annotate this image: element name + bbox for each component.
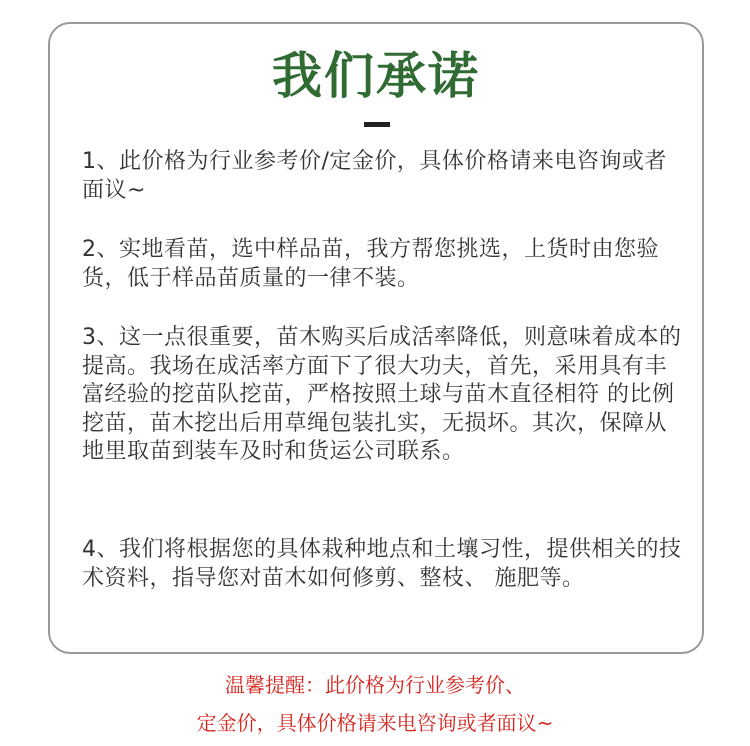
promise-item-1: 1、此价格为行业参考价/定金价，具体价格请来电咨询或者面议~ [82, 149, 667, 203]
promise-item-3: 3、这一点很重要，苗木购买后成活率降低，则意味着成本的提高。我场在成活率方面下了很大功夫，首先，采用具有丰富经验的挖苗队挖苗，严格按照土球与苗木直径相符 的比例挖苗，苗木挖出后用草绳包装扎实，无损坏。其次，保障从地里取苗到装车及时和货运公司联系。 [82, 325, 682, 464]
reminder-line-1: 温馨提醒：此价格为行业参考价、 [225, 673, 525, 697]
page-title: 我们承诺 [272, 47, 480, 105]
promise-card [48, 22, 704, 654]
reminder-line-2: 定金价，具体价格请来电咨询或者面议~ [196, 711, 554, 735]
promise-item-2: 2、实地看苗，选中样品苗，我方帮您挑选，上货时由您验货，低于样品苗质量的一律不装。 [82, 237, 659, 291]
promise-item-4: 4、我们将根据您的具体栽种地点和土壤习性，提供相关的技术资料，指导您对苗木如何修剪、整枝、 施肥等。 [82, 537, 682, 591]
title-divider [364, 122, 390, 127]
